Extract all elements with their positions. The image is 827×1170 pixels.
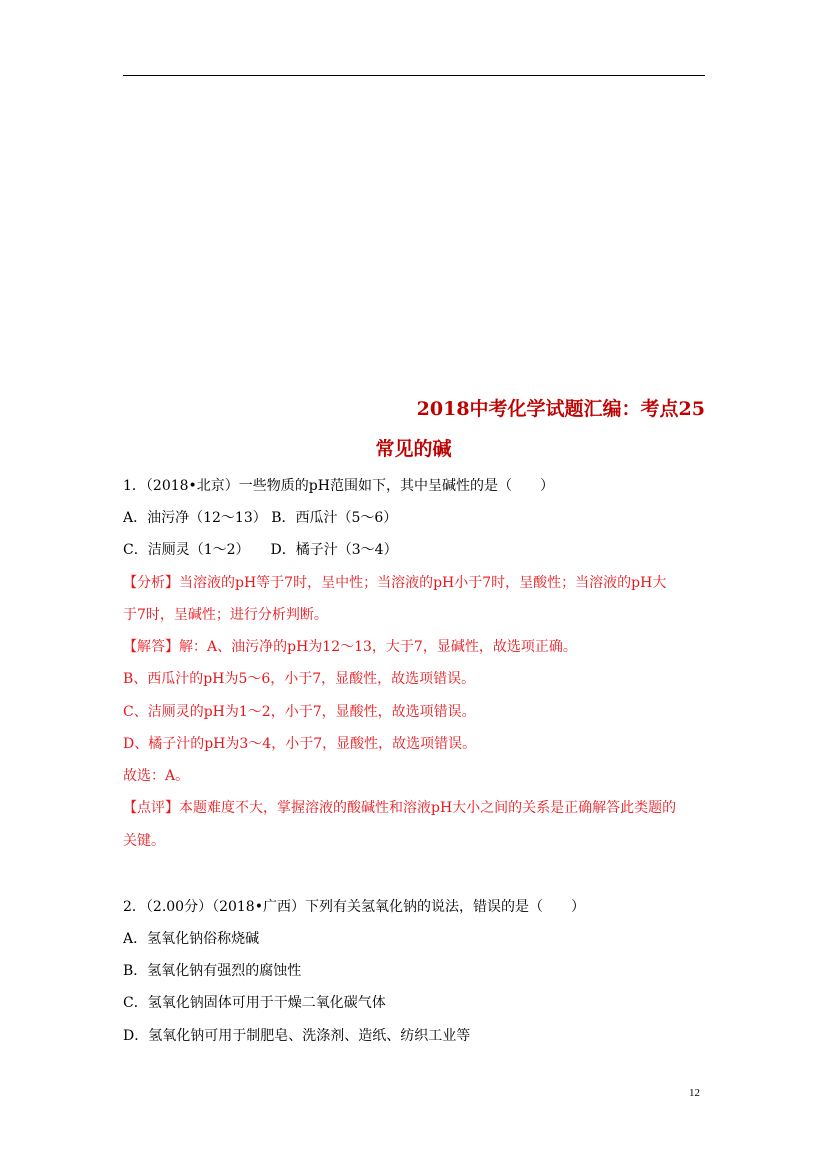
question-2-stem: 2．（2.00分）（2018•广西）下列有关氢氧化钠的说法，错误的是（ ） bbox=[123, 899, 585, 915]
question-1-comment: 【点评】本题难度不大，掌握溶液的酸碱性和溶液pH大小之间的关系是正确解答此类题的 bbox=[123, 800, 677, 816]
question-2-option-c: C．氢氧化钠固体可用于干燥二氧化碳气体 bbox=[123, 995, 386, 1011]
question-1-comment-cont: 关键。 bbox=[123, 833, 165, 849]
question-1-options-cd: C．洁厕灵（1～2） D．橘子汁（3～4） bbox=[123, 542, 398, 558]
question-2-option-b: B．氢氧化钠有强烈的腐蚀性 bbox=[123, 963, 302, 979]
header-rule bbox=[123, 75, 705, 76]
question-1-choice: 故选：A。 bbox=[123, 768, 190, 784]
question-1-answer-b: B、西瓜汁的pH为5～6，小于7，显酸性，故选项错误。 bbox=[123, 671, 476, 687]
question-1-answer-c: C、洁厕灵的pH为1～2，小于7，显酸性，故选项错误。 bbox=[123, 704, 476, 720]
question-1-analysis-cont: 于7时，呈碱性；进行分析判断。 bbox=[123, 607, 328, 623]
document-title: 2018中考化学试题汇编：考点25 bbox=[416, 398, 705, 420]
page-number: 12 bbox=[689, 1087, 700, 1099]
question-1-stem: 1．（2018•北京）一些物质的pH范围如下，其中呈碱性的是（ ） bbox=[123, 478, 554, 494]
question-1-analysis: 【分析】当溶液的pH等于7时，呈中性；当溶液的pH小于7时，呈酸性；当溶液的pH大 bbox=[123, 575, 667, 591]
question-2-option-a: A．氢氧化钠俗称烧碱 bbox=[123, 931, 260, 947]
question-1-options-ab: A．油污净（12～13） B．西瓜汁（5～6） bbox=[123, 510, 398, 526]
document-subtitle: 常见的碱 bbox=[375, 438, 452, 460]
question-1-answer-d: D、橘子汁的pH为3～4，小于7，显酸性，故选项错误。 bbox=[123, 736, 477, 752]
question-1-answer: 【解答】解：A、油污净的pH为12～13，大于7，显碱性，故选项正确。 bbox=[123, 639, 577, 655]
question-2-option-d: D．氢氧化钠可用于制肥皂、洗涤剂、造纸、纺织工业等 bbox=[123, 1028, 471, 1044]
